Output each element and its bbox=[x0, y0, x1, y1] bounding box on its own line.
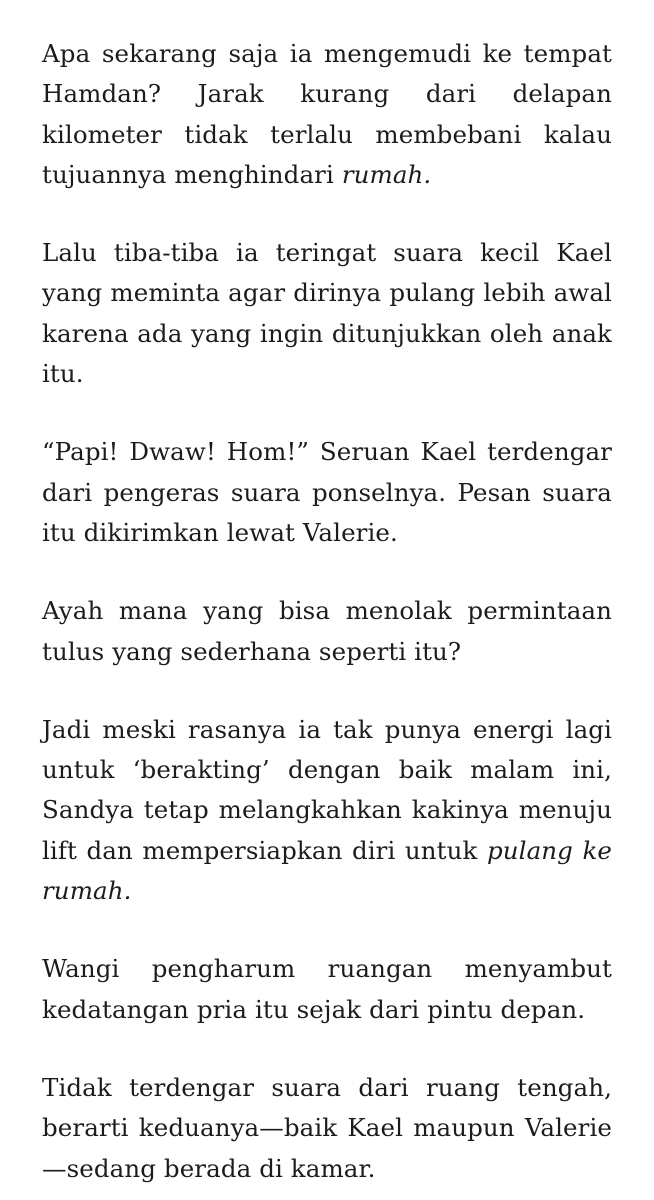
paragraph-1-italic: rumah. bbox=[341, 159, 432, 189]
paragraph-5-italic: pulang ke rumah. bbox=[42, 835, 612, 906]
paragraph-7-text: Tidak terdengar suara dari ruang tengah, berarti keduanya—baik Kael maupun Valerie—sedang berada di kamar. bbox=[42, 1072, 612, 1183]
paragraph-5 bbox=[42, 710, 612, 911]
paragraph-1-text: Apa sekarang saja ia mengemudi ke tempat Hamdan? Jarak kurang dari delapan kilometer tidak terlalu membebani kalau tujuannya menghindari bbox=[42, 39, 612, 189]
paragraph-2 bbox=[42, 233, 612, 394]
paragraph-5-text: Jadi meski rasanya ia tak punya energi lagi untuk ‘berakting’ dengan baik malam ini, Sandya tetap melangkahkan kakinya menuju lift dan mempersiapkan diri untuk bbox=[42, 714, 612, 865]
paragraph-3 bbox=[42, 432, 612, 553]
paragraph-6-text: Wangi pengharum ruangan menyambut kedatangan pria itu sejak dari pintu depan. bbox=[42, 954, 612, 1024]
paragraph-6 bbox=[42, 949, 612, 1030]
paragraph-2-text: Lalu tiba-tiba ia teringat suara kecil Kael yang meminta agar dirinya pulang lebih awal karena ada yang ingin ditunjukkan oleh anak itu. bbox=[42, 238, 612, 389]
paragraph-1 bbox=[42, 34, 612, 195]
paragraph-7 bbox=[42, 1068, 612, 1189]
paragraph-4 bbox=[42, 591, 612, 672]
paragraph-4-text: Ayah mana yang bisa menolak permintaan tulus yang sederhana seperti itu? bbox=[42, 596, 612, 666]
paragraph-3-text: “Papi! Dwaw! Hom!” Seruan Kael terdengar dari pengeras suara ponselnya. Pesan suara itu dikirimkan lewat Valerie. bbox=[42, 437, 612, 547]
